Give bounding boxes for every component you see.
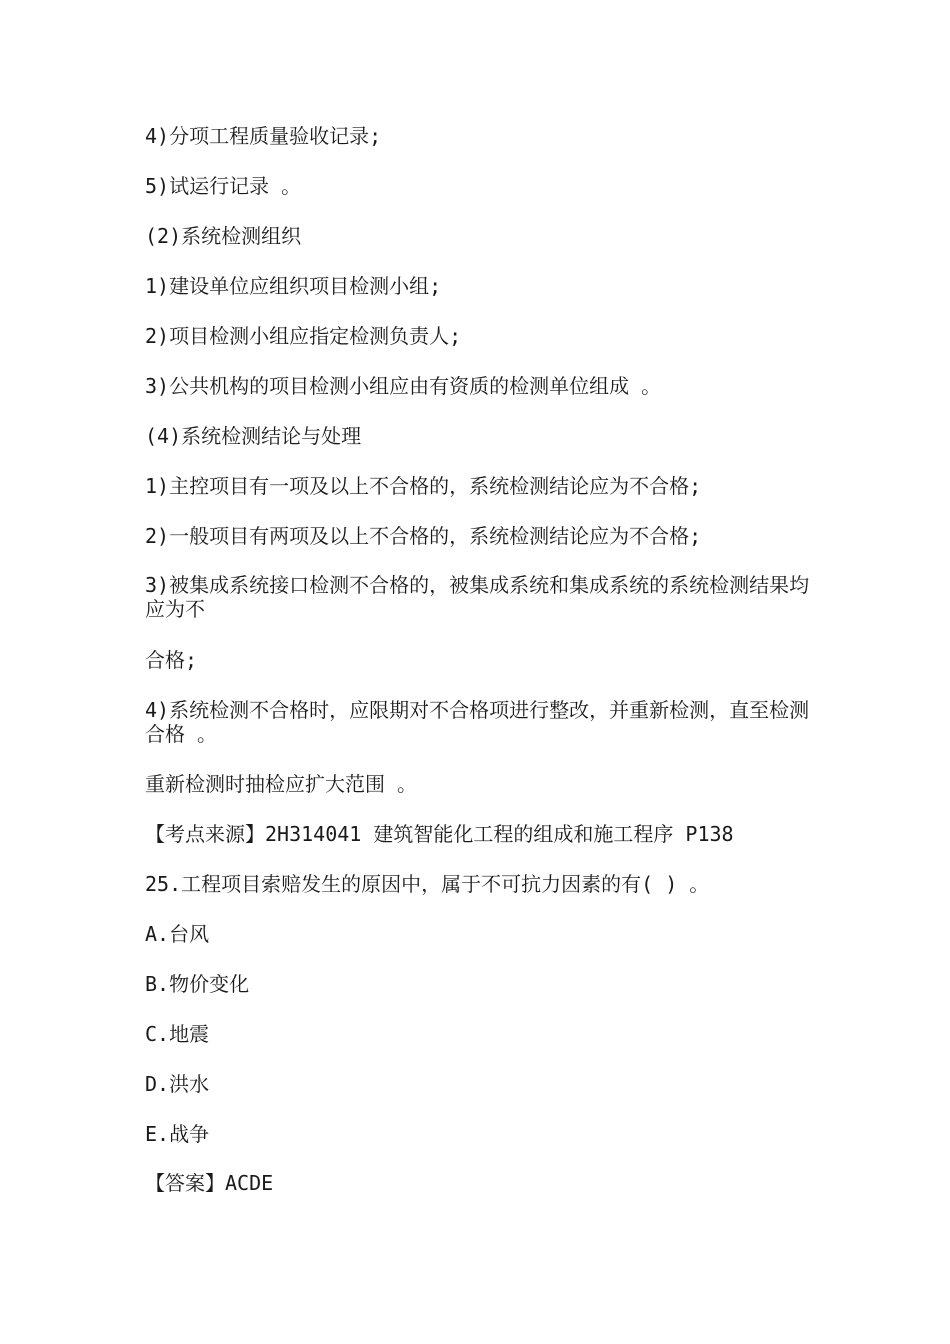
text-line: 2)一般项目有两项及以上不合格的，系统检测结论应为不合格; bbox=[145, 524, 702, 548]
section-heading: (4)系统检测结论与处理 bbox=[145, 424, 362, 448]
source-note: 【考点来源】2H314041 建筑智能化工程的组成和施工程序 P138 bbox=[145, 822, 734, 846]
question-text: 25.工程项目索赔发生的原因中，属于不可抗力因素的有( ) 。 bbox=[145, 872, 710, 896]
document-page bbox=[145, 0, 810, 1344]
text-line: 2)项目检测小组应指定检测负责人; bbox=[145, 324, 462, 348]
option-a: A.台风 bbox=[145, 922, 210, 946]
text-line: 5)试运行记录 。 bbox=[145, 174, 302, 198]
text-line: 合格; bbox=[145, 648, 198, 672]
text-line: 3)被集成系统接口检测不合格的，被集成系统和集成系统的系统检测结果均应为不 bbox=[145, 573, 810, 621]
text-line: 4)分项工程质量验收记录; bbox=[145, 124, 382, 148]
answer-line: 【答案】ACDE bbox=[145, 1171, 274, 1195]
text-line: 4)系统检测不合格时，应限期对不合格项进行整改，并重新检测，直至检测合格 。 bbox=[145, 698, 810, 746]
option-b: B.物价变化 bbox=[145, 972, 250, 996]
section-heading: (2)系统检测组织 bbox=[145, 224, 302, 248]
text-line: 重新检测时抽检应扩大范围 。 bbox=[145, 772, 418, 796]
text-line: 1)建设单位应组织项目检测小组; bbox=[145, 274, 442, 298]
text-line: 1)主控项目有一项及以上不合格的，系统检测结论应为不合格; bbox=[145, 474, 702, 498]
option-c: C.地震 bbox=[145, 1022, 210, 1046]
text-line: 3)公共机构的项目检测小组应由有资质的检测单位组成 。 bbox=[145, 374, 662, 398]
option-e: E.战争 bbox=[145, 1122, 210, 1146]
option-d: D.洪水 bbox=[145, 1072, 210, 1096]
